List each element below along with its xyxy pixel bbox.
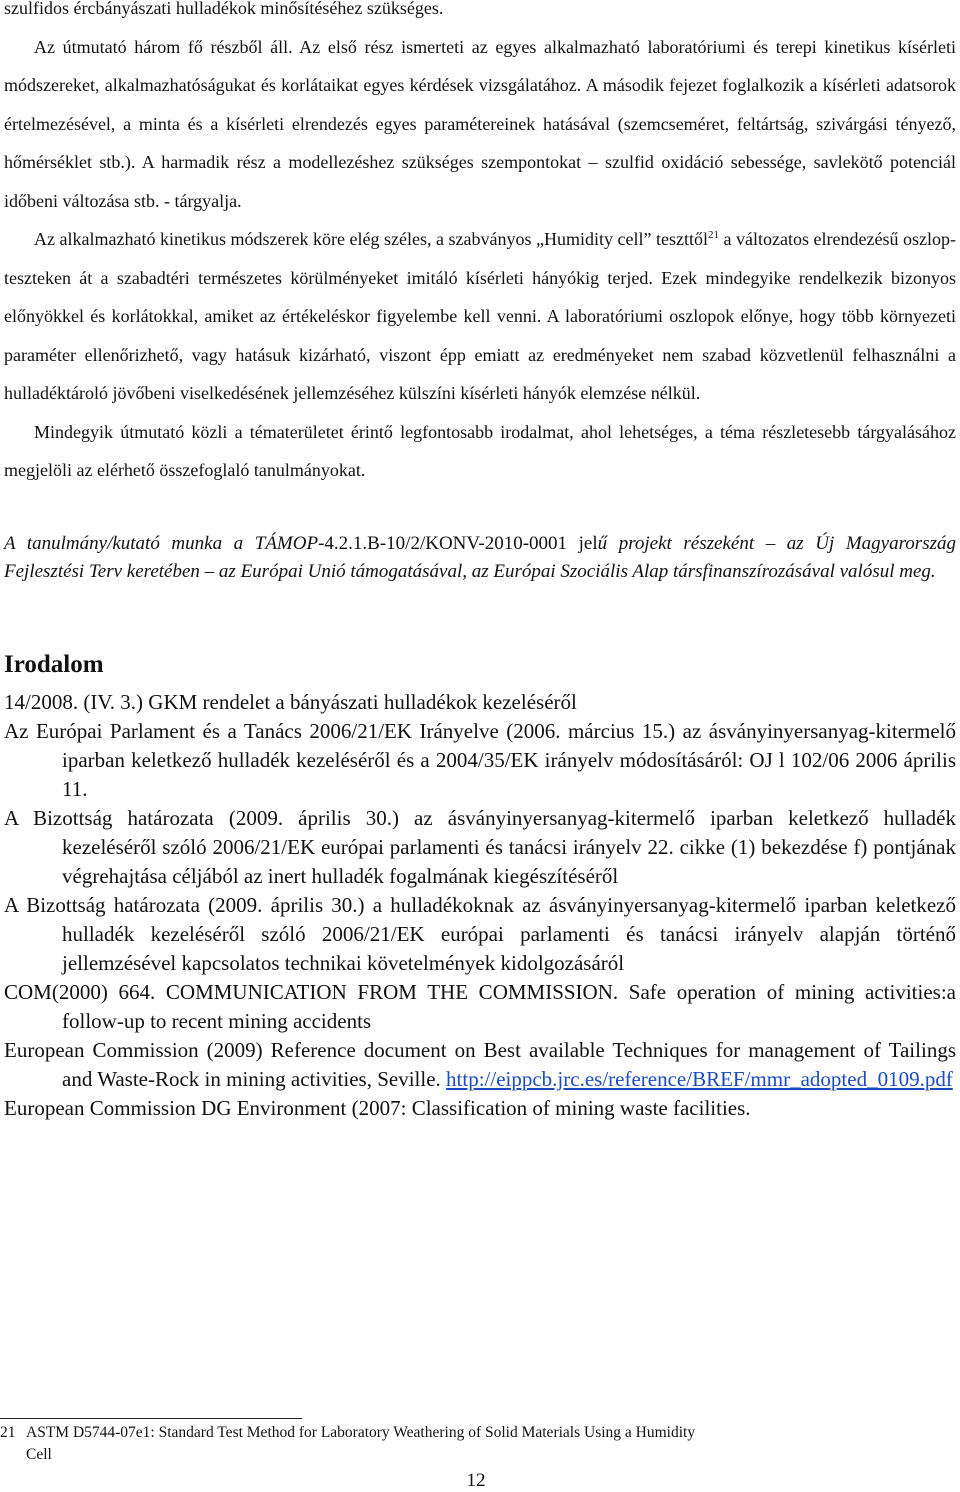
paragraph-methods <box>4 220 956 413</box>
document-page <box>4 0 956 1123</box>
reference-item: A Bizottság határozata (2009. április 30.) a hulladékoknak az ásványinyersanyag-kitermelő iparban keletkező hulladék kezeléséről szóló 2006/21/EK európai parlamenti és tanácsi irányelv alapján történő jellemzésével kapcsolatos technikai követelmények kidolgozásáról <box>4 892 956 975</box>
references-heading: Irodalom <box>4 650 104 678</box>
reference-item: A Bizottság határozata (2009. április 30.) az ásványinyersanyag-kitermelő iparban keletkező hulladék kezeléséről szóló 2006/21/EK európai parlamenti és tanácsi irányelv 22. cikke (1) bekezdése f) pontjának végrehajtása céljából az inert hulladék fogalmának kiegészítéséről <box>4 805 956 888</box>
funding-part-2: ű projekt részeként – az Új Magyarország Fejlesztési Terv keretében – az Európai Unió támogatásával, az Európai Szociális Alap társfinanszírozásával valósul meg. <box>4 532 956 582</box>
reference-item: Az Európai Parlament és a Tanács 2006/21/EK Irányelve (2006. március 15.) az ásványinyersanyag-kitermelő iparban keletkező hulladék kezeléséről és a 2004/35/EK irányelv módosításáról: OJ l 102/06 2006 április 11. <box>4 718 956 801</box>
footnote-text: ASTM D5744-07e1: Standard Test Method for Laboratory Weathering of Solid Materials Using a Humidity <box>26 1424 696 1441</box>
reference-item: European Commission DG Environment (2007: Classification of mining waste facilities. <box>4 1095 751 1120</box>
footnote-divider <box>0 1418 302 1419</box>
paragraph-methods-rest: a változatos elrendezésű oszlop-teszteken át a szabadtéri természetes körülményeket imitáló kísérleti hányókig terjed. Ezek mindegyike rendelkezik bizonyos előnyökkel és korlátokkal, amiket az értékeléskor figyelembe kell venni. A laboratóriumi oszlopok előnye, hogy több környezeti paraméter ellenőrizhető, vagy hatásuk kizárható, viszont épp emiatt az eredményeket nem szabad közvetlenül felhasználni a hulladéktároló jövőbeni viselkedésének jellemzéséhez külszíni kísérleti hányók elemzése nélkül. <box>4 229 957 403</box>
funding-statement <box>4 530 956 586</box>
paragraph-literature: Mindegyik útmutató közli a tématerületet érintő legfontosabb irodalmat, ahol lehetséges, a téma részletesebb tárgyalásához megjelöli az elérhető összefoglaló tanulmányokat. <box>4 421 956 480</box>
funding-code: -4.2.1.B-10/2/KONV-2010-0001 jel <box>318 532 598 554</box>
reference-item: 14/2008. (IV. 3.) GKM rendelet a bányászati hulladékok kezeléséről <box>4 689 577 714</box>
continuation-line: szulfidos ércbányászati hulladékok minősítéséhez szükséges. <box>4 0 444 18</box>
references-list <box>4 688 956 1123</box>
funding-part-1: A tanulmány/kutató munka a TÁMOP <box>4 532 319 554</box>
paragraph-structure: Az útmutató három fő részből áll. Az első rész ismerteti az egyes alkalmazható laboratóriumi és terepi kinetikus kísérleti módszereket, alkalmazhatóságukat és korlátaikat egyes kérdések vizsgálatához. A második fejezet foglalkozik a kísérleti adatsorok értelmezésével, a minta és a kísérleti elrendezés egyes paramétereinek hatásával (szemcseméret, feltártság, szivárgási tényező, hőmérséklet stb.). A harmadik rész a modellezéshez szükséges szempontokat – szulfid oxidáció sebessége, savlekötő potenciál időbeni változása stb. - tárgyalja. <box>4 36 956 211</box>
reference-item: COM(2000) 664. COMMUNICATION FROM THE COMMISSION. Safe operation of mining activities:a follow-up to recent mining accidents <box>4 979 956 1033</box>
footnote-number: 21 <box>0 1424 16 1441</box>
paragraph-methods-start: Az alkalmazható kinetikus módszerek köre elég széles, a szabványos „Humidity cell” teszttől <box>34 229 709 249</box>
page-number: 12 <box>466 1470 486 1491</box>
footnote <box>0 1422 940 1466</box>
reference-link[interactable]: http://eippcb.jrc.es/reference/BREF/mmr_adopted_0109.pdf <box>446 1066 953 1091</box>
reference-text: European Commission (2009) Reference document on Best available Techniques for management of Tailings and Waste-Rock in mining activities, Seville. <box>4 1037 956 1091</box>
footnote-reference[interactable]: 21 <box>708 229 720 241</box>
footnote-continuation: Cell <box>26 1446 52 1463</box>
reference-item <box>4 1036 956 1094</box>
footnote-line <box>0 1422 940 1444</box>
